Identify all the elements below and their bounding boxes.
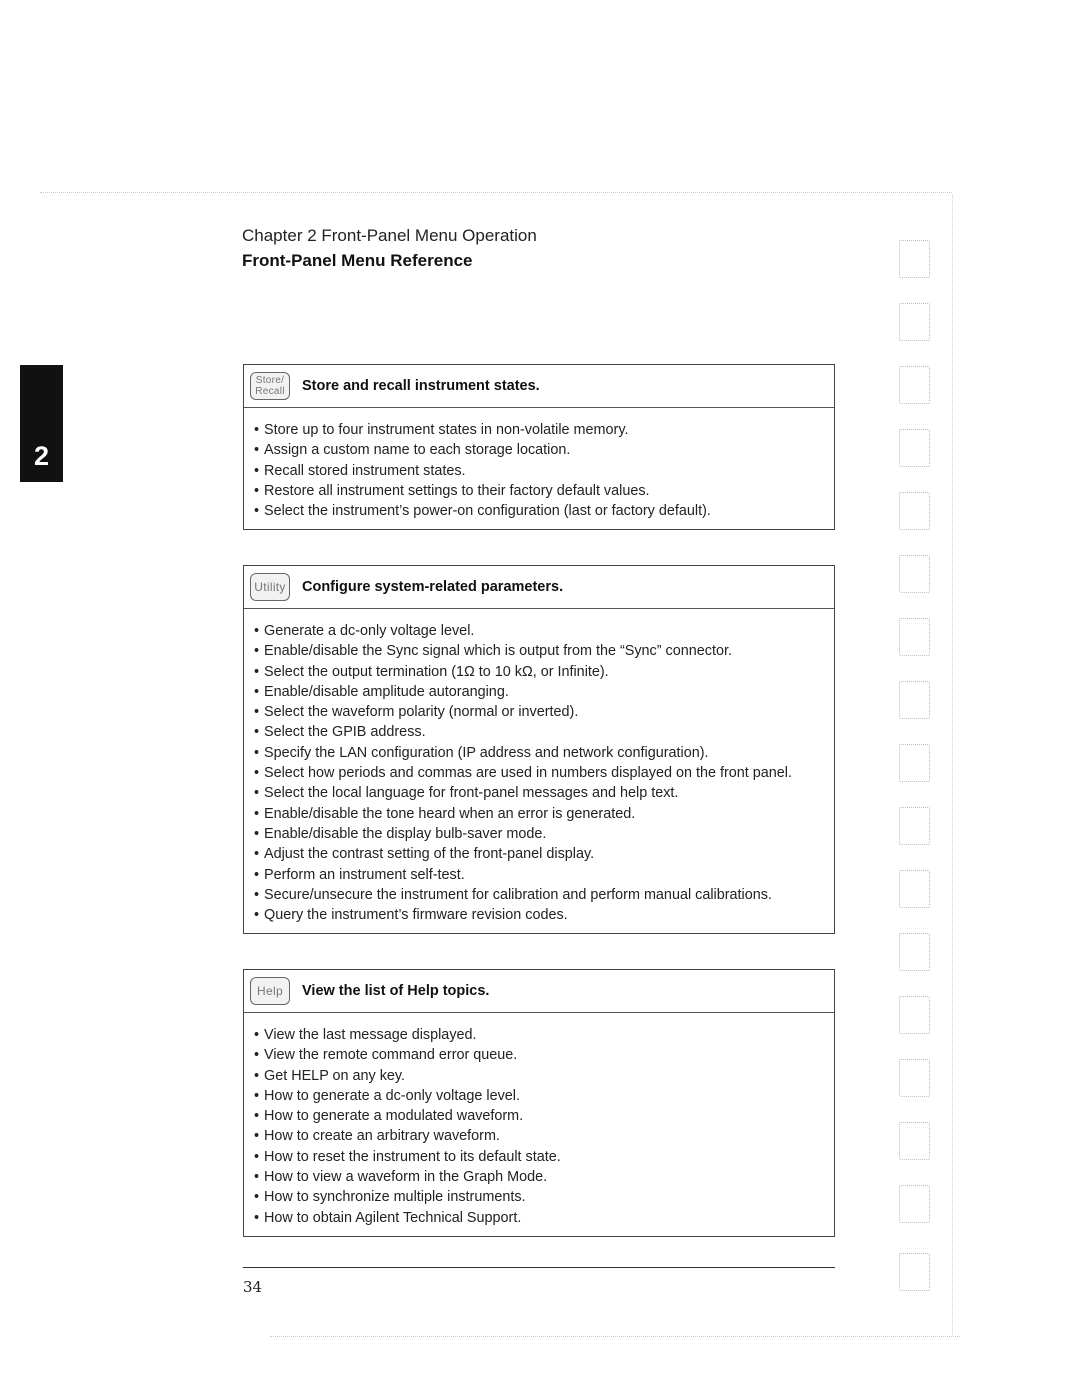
help-key-icon: Help (250, 977, 290, 1005)
utility-section (243, 565, 835, 934)
store-recall-key-icon: Store/ Recall (250, 372, 290, 400)
section-header (244, 365, 834, 408)
list-item: • Recall stored instrument states. (254, 461, 834, 481)
bullet-list (244, 408, 834, 529)
list-item: • Query the instrument’s firmware revision codes. (254, 905, 834, 925)
list-item: • How to synchronize multiple instruments. (254, 1187, 834, 1207)
list-item: • Enable/disable amplitude autoranging. (254, 682, 834, 702)
margin-box (899, 681, 930, 719)
store-recall-section (243, 364, 835, 530)
list-item: • Generate a dc-only voltage level. (254, 621, 834, 641)
section-header (244, 566, 834, 609)
list-item: • How to generate a modulated waveform. (254, 1106, 834, 1126)
margin-box (899, 429, 930, 467)
section-title: Store and recall instrument states. (302, 378, 540, 394)
chapter-tab (20, 365, 63, 482)
margin-box (899, 996, 930, 1034)
list-item: • Enable/disable the tone heard when an error is generated. (254, 804, 834, 824)
list-item: • Adjust the contrast setting of the front-panel display. (254, 844, 834, 864)
list-item: • Select the local language for front-panel messages and help text. (254, 783, 834, 803)
margin-box (899, 933, 930, 971)
margin-box (899, 1059, 930, 1097)
list-item: • How to reset the instrument to its default state. (254, 1147, 834, 1167)
list-item: • View the last message displayed. (254, 1025, 834, 1045)
list-item: • How to obtain Agilent Technical Support. (254, 1208, 834, 1228)
bullet-list (244, 1013, 834, 1236)
margin-box (899, 1185, 930, 1223)
list-item: • Select the GPIB address. (254, 722, 834, 742)
margin-box (899, 1122, 930, 1160)
margin-box (899, 492, 930, 530)
section-title: Configure system-related parameters. (302, 579, 564, 595)
list-item: • Secure/unsecure the instrument for calibration and perform manual calibrations. (254, 885, 834, 905)
section-title: View the list of Help topics. (302, 983, 490, 999)
list-item: • Store up to four instrument states in non-volatile memory. (254, 420, 834, 440)
list-item: • How to generate a dc-only voltage level. (254, 1086, 834, 1106)
list-item: • Get HELP on any key. (254, 1066, 834, 1086)
chapter-tab-number: 2 (33, 441, 50, 471)
list-item: • How to view a waveform in the Graph Mode. (254, 1167, 834, 1187)
bullet-list (244, 609, 834, 933)
help-section (243, 969, 835, 1237)
margin-box (899, 744, 930, 782)
list-item: • Perform an instrument self-test. (254, 865, 834, 885)
list-item: • Specify the LAN configuration (IP address and network configuration). (254, 743, 834, 763)
top-dotted-rule (40, 192, 952, 193)
margin-box (899, 1253, 930, 1291)
margin-box (899, 870, 930, 908)
list-item: • Select the output termination (1Ω to 10 kΩ, or Infinite). (254, 662, 834, 682)
margin-box (899, 303, 930, 341)
margin-box (899, 240, 930, 278)
list-item: • Select the waveform polarity (normal or inverted). (254, 702, 834, 722)
running-header-title: Front-Panel Menu Reference (242, 251, 473, 270)
list-item: • Select how periods and commas are used in numbers displayed on the front panel. (254, 763, 834, 783)
margin-box (899, 807, 930, 845)
margin-box (899, 366, 930, 404)
list-item: • Assign a custom name to each storage location. (254, 440, 834, 460)
list-item: • How to create an arbitrary waveform. (254, 1126, 834, 1146)
list-item: • Restore all instrument settings to their factory default values. (254, 481, 834, 501)
margin-box (899, 555, 930, 593)
utility-key-icon: Utility (250, 573, 290, 601)
running-header-chapter: Chapter 2 Front-Panel Menu Operation (242, 226, 537, 245)
list-item: • Enable/disable the Sync signal which is output from the “Sync” connector. (254, 641, 834, 661)
bottom-dotted-rule (270, 1336, 960, 1337)
page-number: 34 (243, 1278, 263, 1296)
list-item: • Select the instrument’s power-on configuration (last or factory default). (254, 501, 834, 521)
list-item: • Enable/disable the display bulb-saver mode. (254, 824, 834, 844)
right-page-edge (952, 195, 953, 1335)
section-header (244, 970, 834, 1013)
footer-rule (243, 1267, 835, 1268)
margin-box (899, 618, 930, 656)
list-item: • View the remote command error queue. (254, 1045, 834, 1065)
